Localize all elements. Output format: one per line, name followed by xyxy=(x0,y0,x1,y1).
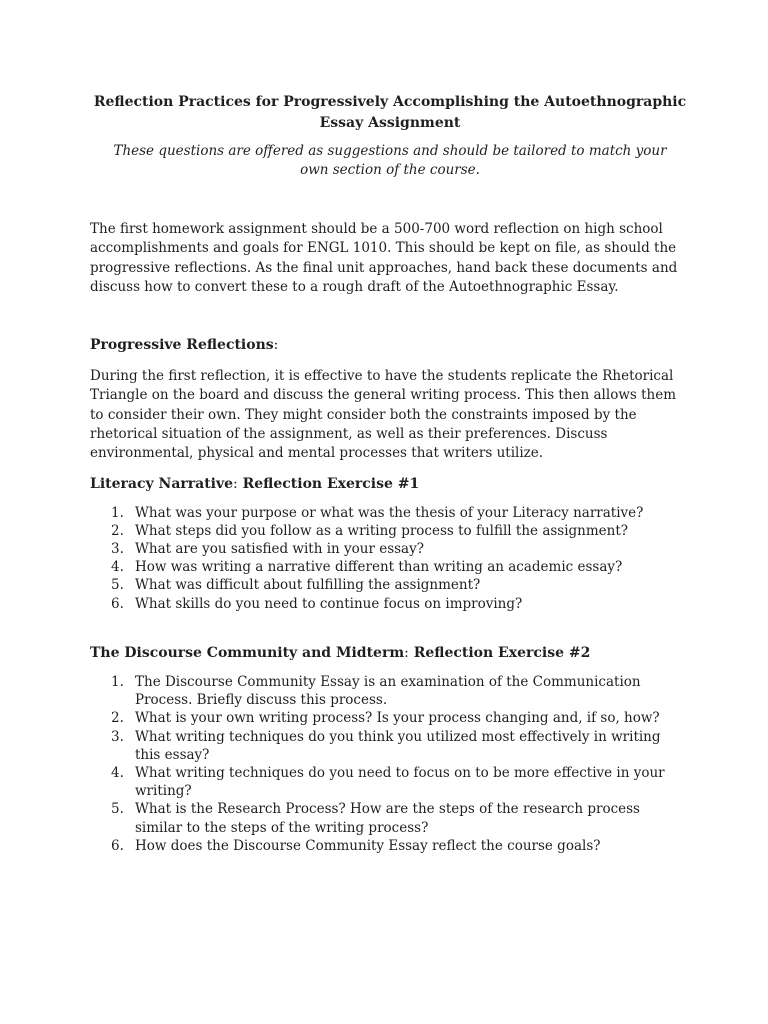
list-item-text: The Discourse Community Essay is an examination of the Communication Process. Briefly discuss this process. xyxy=(135,673,641,709)
document-subtitle: These questions are offered as suggestions and should be tailored to match your own section of the course. xyxy=(113,143,667,178)
list-item-number: 4. xyxy=(111,764,124,781)
list-item-number: 2. xyxy=(111,710,124,727)
list-item-text: What is your own writing process? Is your process changing and, if so, how? xyxy=(135,710,660,727)
progressive-reflections-paragraph: During the first reflection, it is effective to have the students replicate the Rhetorical Triangle on the board and discuss the general writing process. This then allows them to consider their own. They might consider both the constraints imposed by the rhetorical situation of the assignment, as well as their preferences. Discuss environmental, physical and mental processes that writers utilize. xyxy=(90,368,677,462)
exercise-1-heading-colon: : xyxy=(233,475,238,492)
list-item xyxy=(90,764,690,800)
list-item-number: 6. xyxy=(111,837,124,854)
list-item-number: 5. xyxy=(111,801,124,818)
progressive-reflections-heading xyxy=(90,335,690,355)
list-item xyxy=(90,576,690,594)
list-item-number: 6. xyxy=(111,595,124,612)
list-item-text: What steps did you follow as a writing process to fulfill the assignment? xyxy=(135,522,629,539)
list-item-text: What was difficult about fulfilling the assignment? xyxy=(135,577,481,594)
intro-paragraph: The first homework assignment should be a 500-700 word reflection on high school accomplishments and goals for ENGL 1010. This should be kept on file, as should the progressive reflections. As the final unit approaches, hand back these documents and discuss how to convert these to a rough draft of the Autoethnographic Essay. xyxy=(90,221,678,295)
list-item-text: What writing techniques do you think you utilized most effectively in writing this essay? xyxy=(135,728,661,763)
list-item xyxy=(90,540,690,558)
list-item-number: 5. xyxy=(111,577,124,594)
list-item xyxy=(90,728,690,764)
list-item-text: What writing techniques do you need to focus on to be more effective in your writing? xyxy=(135,764,665,800)
exercise-2-question-list xyxy=(90,673,690,855)
exercise-1-heading-rest: Reflection Exercise #1 xyxy=(237,475,420,492)
list-item xyxy=(90,595,690,613)
list-item-text: What is the Research Process? How are the steps of the research process similar to the steps of the writing process? xyxy=(135,801,640,836)
list-item xyxy=(90,709,690,727)
list-item-number: 3. xyxy=(111,541,124,558)
list-item-text: What was your purpose or what was the thesis of your Literacy narrative? xyxy=(135,504,644,521)
list-item-text: What skills do you need to continue focus on improving? xyxy=(135,595,523,612)
list-item xyxy=(90,522,690,540)
exercise-1-heading-main: Literacy Narrative xyxy=(90,475,234,492)
exercise-2-heading-colon: : xyxy=(404,644,409,661)
list-item xyxy=(90,558,690,576)
list-item xyxy=(90,504,690,522)
document-title: Reflection Practices for Progressively Accomplishing the Autoethnographic Essay Assignment xyxy=(93,94,687,131)
list-item xyxy=(90,800,690,836)
list-item-number: 3. xyxy=(111,728,124,745)
list-item-number: 2. xyxy=(111,522,124,539)
exercise-2-heading-rest: Reflection Exercise #2 xyxy=(408,644,591,661)
exercise-2-heading-main: The Discourse Community and Midterm xyxy=(90,644,405,661)
exercise-2-heading xyxy=(90,643,690,663)
list-item-text: What are you satisfied with in your essay? xyxy=(135,541,424,558)
exercise-1-question-list xyxy=(90,504,690,613)
list-item-number: 1. xyxy=(111,504,124,521)
list-item-number: 4. xyxy=(111,559,124,576)
list-item xyxy=(90,673,690,709)
list-item-text: How does the Discourse Community Essay reflect the course goals? xyxy=(135,837,601,854)
progressive-heading-colon: : xyxy=(273,337,279,354)
progressive-heading-text: Progressive Reflections xyxy=(90,337,274,354)
list-item xyxy=(90,837,690,855)
document-page xyxy=(90,90,690,855)
exercise-1-heading xyxy=(90,474,690,494)
list-item-number: 1. xyxy=(111,673,124,690)
list-item-text: How was writing a narrative different than writing an academic essay? xyxy=(135,559,623,576)
